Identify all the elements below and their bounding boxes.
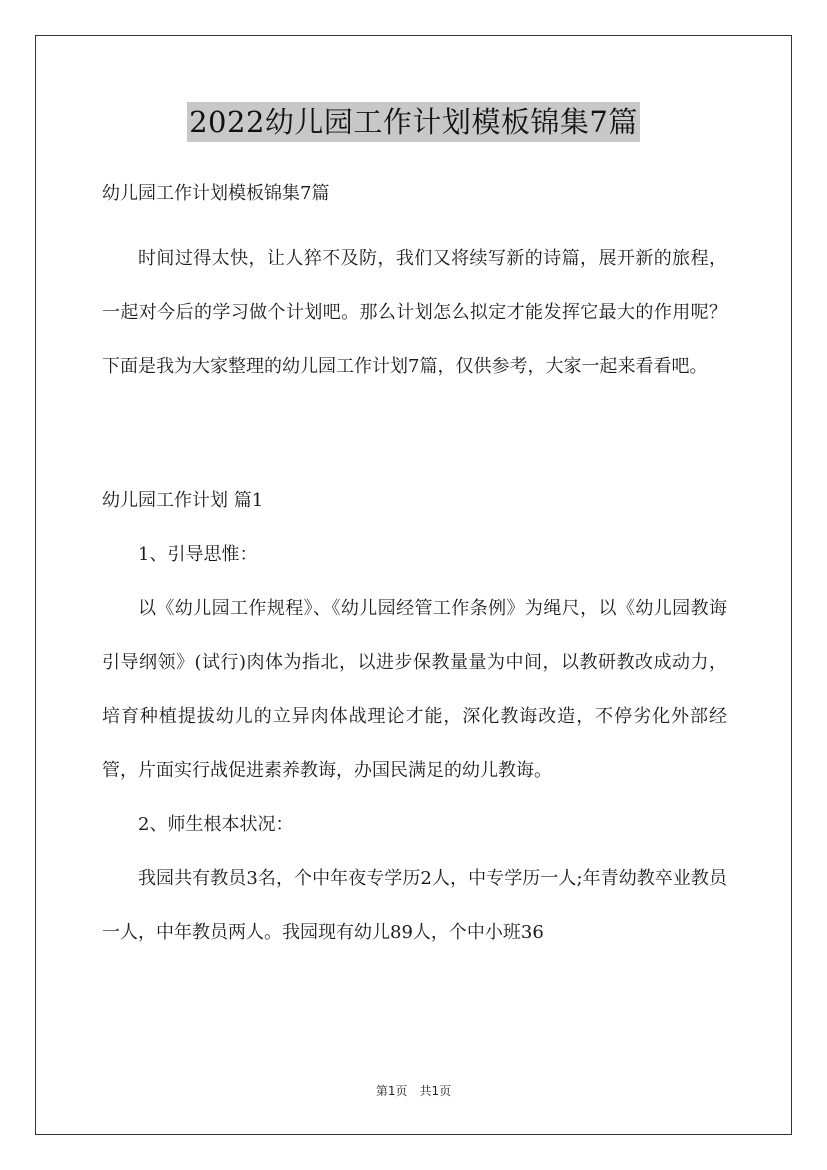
document-subtitle: 幼儿园工作计划模板锦集7篇 xyxy=(102,183,330,204)
section-title: 幼儿园工作计划 篇1 xyxy=(102,490,264,511)
document-body xyxy=(102,176,727,960)
intro-paragraph: 时间过得太快，让人猝不及防，我们又将续写新的诗篇，展开新的旅程，一起对今后的学习做个计划吧。那么计划怎么拟定才能发挥它最大的作用呢？下面是我为大家整理的幼儿园工作计划7篇，仅供参考，大家一起来看看吧。 xyxy=(102,248,727,377)
spacer xyxy=(102,394,727,474)
item-1-paragraph: 以《幼儿园工作规程》、《幼儿园经管工作条例》为绳尺，以《幼儿园教诲引导纲领》(试行)肉体为指北，以进步保教量量为中间，以教研教改成动力，培育种植提拔幼儿的立异肉体战理论才能，深化教诲改造，不停劣化外部经管，片面实行战促进素养教诲，办国民满足的幼儿教诲。 xyxy=(102,598,727,781)
title-container xyxy=(0,102,827,142)
item-1-heading: 1、引导思惟： xyxy=(138,544,258,565)
item-2-heading: 2、师生根本状况： xyxy=(138,814,294,835)
page-footer: 第1页 共1页 xyxy=(375,1084,452,1098)
item-2-paragraph: 我园共有教员3名，个中年夜专学历2人，中专学历一人;年青幼教卒业教员一人，中年教员两人。我园现有幼儿89人，个中小班36 xyxy=(102,868,727,943)
document-title: 2022幼儿园工作计划模板锦集7篇 xyxy=(187,102,640,142)
